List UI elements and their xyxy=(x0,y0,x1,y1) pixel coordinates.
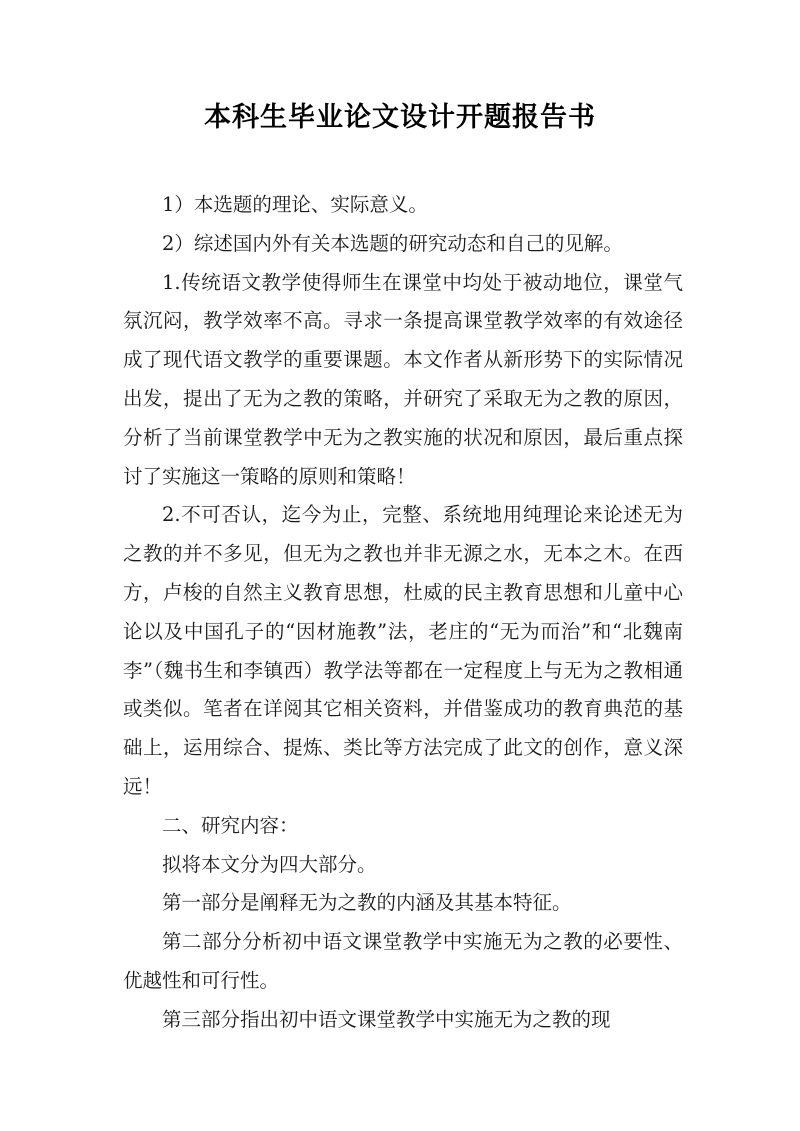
paragraph-four-parts: 拟将本文分为四大部分。 xyxy=(162,852,377,876)
document-title: 本科生毕业论文设计开题报告书 xyxy=(204,102,596,133)
paragraph-significance: 1）本选题的理论、实际意义。 xyxy=(162,193,428,216)
paragraph-point-2: 2.不可否认，迄今为止，完整、系统地用纯理论来论述无为之教的并不多见，但无为之教也并非无源之水，无本之木。在西方，卢梭的自然主义教育思想，杜威的民主教育思想和儿童中心论以及中国孔子的“因材施教”法，老庄的“无为而治”和“北魏南李”（魏书生和李镇西）教学法等都在一定程度上与无为之教相通或类似。笔者在详阅其它相关资料，并借鉴成功的教育典范的基础上，运用综合、提炼、类比等方法完成了此文的创作，意义深远！ xyxy=(123,503,683,798)
paragraph-part-one: 第一部分是阐释无为之教的内涵及其基本特征。 xyxy=(162,891,572,915)
paragraph-point-1: 1.传统语文教学使得师生在课堂中均处于被动地位，课堂气氛沉闷，教学效率不高。寻求一条提高课堂教学效率的有效途径成了现代语文教学的重要课题。本文作者从新形势下的实际情况出发，提出了无为之教的策略，并研究了采取无为之教的原因，分析了当前课堂教学中无为之教实施的状况和原因，最后重点探讨了实施这一策略的原则和策略！ xyxy=(123,270,683,488)
paragraph-review-heading: 2）综述国内外有关本选题的研究动态和自己的见解。 xyxy=(162,231,623,255)
paragraph-part-three: 第三部分指出初中语文课堂教学中实施无为之教的现 xyxy=(162,1007,611,1031)
section-heading-research-content: 二、研究内容： xyxy=(162,813,299,837)
document-body xyxy=(123,186,683,1040)
paragraph-part-two: 第二部分分析初中语文课堂教学中实施无为之教的必要性、优越性和可行性。 xyxy=(123,930,683,992)
